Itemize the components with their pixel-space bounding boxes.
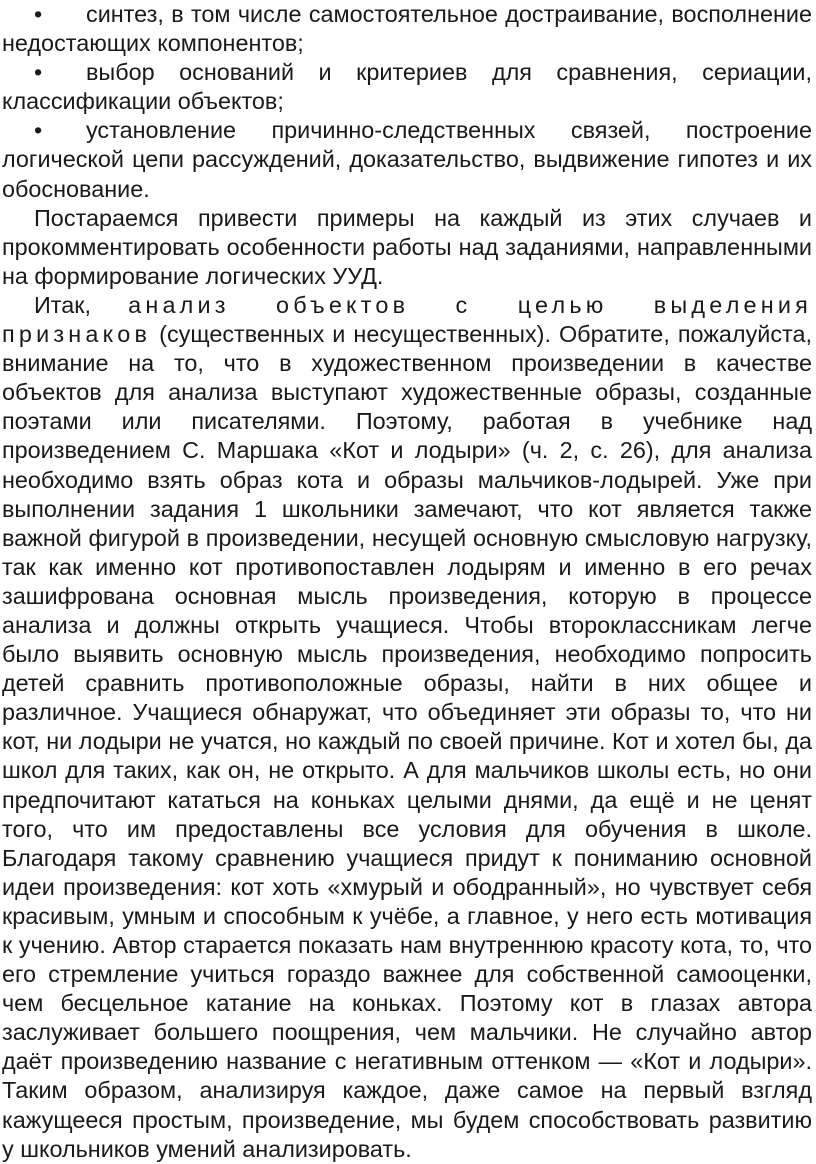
document-page <box>2 0 812 1164</box>
bullet-text: синтез, в том числе самостоятельное достраивание, восполнение недостающих компонентов; <box>2 1 812 57</box>
bullet-text: установление причинно-следственных связей, построение логической цепи рассуждений, доказательство, выдвижение гипотез и их обоснование. <box>2 117 812 202</box>
bullet-marker: • <box>34 1 43 27</box>
paragraph-main <box>2 291 812 1164</box>
paragraph-lead: Итак, <box>34 291 92 318</box>
bullet-marker: • <box>34 59 43 86</box>
bullet-item <box>2 0 812 58</box>
paragraph-body: (существенных и несущественных). Обратите, пожалуйста, внимание на то, что в художественном произведении в качестве объектов для анализа выступают художественные образы, созданные поэтами или писателями. Поэтому, работая в учебнике над произведением С. Маршака «Кот и лодыри» (ч. 2, с. 26), для анализа необходимо взять образ кота и образы мальчиков-лодырей. Уже при выполнении задания 1 школьники замечают, что кот является также важной фигурой в произведении, несущей основную смысловую нагрузку, так как именно кот противопоставлен лодырям и именно в его речах зашифрована основная мысль произведения, которую в процессе анализа и должны открыть учащиеся. Чтобы второклассникам легче было выявить основную мысль произведения, необходимо попросить детей сравнить противоположные образы, найти в них общее и различное. Учащиеся обнаружат, что объединяет эти образы то, что ни кот, ни лодыри не учатся, но каждый по своей причине. Кот и хотел бы, да школ для таких, как он, не открыто. А для мальчиков школы есть, но они предпочитают кататься на коньках целыми днями, да ещё и не ценят того, что им предоставлены все условия для обучения в школе. Благодаря такому сравнению учащиеся придут к пониманию основной идеи произведения: кот хоть «хмурый и ободранный», но чувствует себя красивым, умным и способным к учёбе, а главное, у него есть мотивация к учению. Автор старается показать нам внутреннюю красоту кота, то, что его стремление учиться гораздо важнее для собственной самооценки, чем бесцельное катание на коньках. Поэтому кот в глазах автора заслуживает большего поощрения, чем мальчики. Не случайно автор даёт произведению название с негативным оттенком — «Кот и лодыри». Таким образом, анализируя каждое, даже самое на первый взгляд кажущееся простым, произведение, мы будем способствовать развитию у школьников умений анализировать. <box>2 321 812 1162</box>
paragraph-intro: Постараемся привести примеры на каждый из этих случаев и прокомментировать особенности работы над заданиями, направленными на формирование логических УУД. <box>2 204 812 289</box>
bullet-item <box>2 116 812 203</box>
emphasized-phrase: анализ объектов с целью выделения признаков <box>2 291 812 348</box>
bullet-text: выбор оснований и критериев для сравнения, сериации, классификации объектов; <box>2 59 812 115</box>
bullet-marker: • <box>34 117 43 144</box>
bullet-item <box>2 58 812 116</box>
